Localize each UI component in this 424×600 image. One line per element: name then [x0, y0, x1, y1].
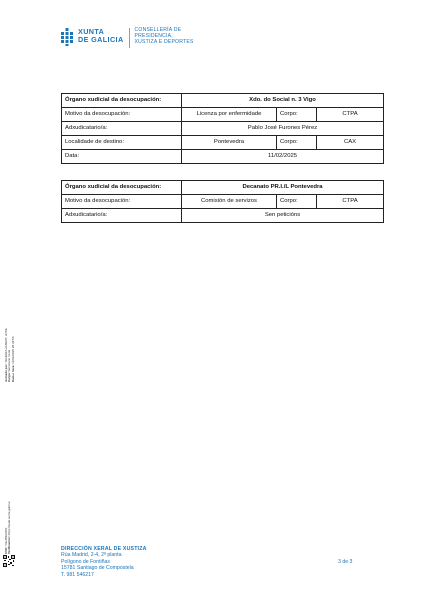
organo-label: Órgano xudicial da desocupación:: [62, 94, 182, 108]
qr-code-icon: [3, 555, 15, 567]
xunta-emblem-icon: [61, 28, 74, 46]
verification-url-line: Verificación: https://sede.xunta.gal/cve: [7, 501, 12, 554]
adxudicatario-value: Sen peticións: [182, 209, 384, 223]
footer-area: Polígono de Fontiñas: [61, 558, 111, 565]
motivo-value: Comisión de servizos: [182, 195, 277, 209]
table-row: [62, 150, 384, 164]
verification-text: [5, 501, 12, 554]
logo-line-2: DE GALICIA: [78, 35, 124, 45]
signed-by-line: Asinado por: TEIJEIRA ALBERT, JOSE: [4, 328, 8, 382]
cvd-line: CVD: YIEJ6fECD51: [4, 527, 8, 554]
footer-address: [61, 546, 147, 578]
localidade-label: Localidade de destino:: [62, 136, 182, 150]
corpo-label: Corpo:: [277, 136, 317, 150]
table-row: [62, 195, 384, 209]
organo-label: Órgano xudicial da desocupación:: [62, 181, 182, 195]
corpo-value: CAX: [317, 136, 384, 150]
table-row: [62, 122, 384, 136]
cargo-line: Cargo: Secretario Xeral: [7, 349, 12, 382]
department-name: [135, 27, 194, 45]
motivo-label: Motivo da desocupación:: [62, 195, 182, 209]
datetime-line: Data e hora: 11/02/2025 20:39:56: [10, 336, 15, 382]
localidade-value: Pontevedra: [182, 136, 277, 150]
adxudicatario-value: Pablo José Furones Pérez: [182, 122, 384, 136]
corpo-label: Corpo:: [277, 108, 317, 122]
dept-line-3: XUSTIZA E DEPORTES: [134, 39, 194, 45]
organo-value: Xdo. do Social n. 3 Vigo: [182, 94, 384, 108]
motivo-value: Licenza por enfermidade: [182, 108, 277, 122]
footer-phone: T. 981 546217: [61, 571, 94, 578]
adxudicatario-label: Adxudicatario/a:: [62, 122, 182, 136]
logo-line-1: XUNTA: [78, 27, 105, 36]
table-row: [62, 94, 384, 108]
corpo-value: CTPA: [317, 195, 384, 209]
table-row: [62, 209, 384, 223]
footer-street: Rúa Madrid, 2-4, 2ª planta: [61, 552, 122, 559]
data-value: 11/02/2025: [182, 150, 384, 164]
table-row: [62, 181, 384, 195]
corpo-value: CTPA: [317, 108, 384, 122]
signature-text: [5, 328, 15, 382]
corpo-label: Corpo:: [277, 195, 317, 209]
page-number: 3 de 3: [338, 559, 353, 565]
vacancy-table-2: [61, 180, 384, 223]
adxudicatario-label: Adxudicatario/a:: [62, 209, 182, 223]
table-row: [62, 108, 384, 122]
table-row: [62, 136, 384, 150]
dept-line-1: CONSELLERÍA DE: [134, 27, 182, 33]
dept-line-2: PRESIDENCIA,: [134, 33, 173, 39]
organo-value: Decanato PR.I./L Pontevedra: [182, 181, 384, 195]
xunta-logo: [61, 27, 194, 48]
footer-city: 15781 Santiago de Compostela: [61, 565, 134, 572]
data-label: Data:: [62, 150, 182, 164]
logo-divider: [129, 28, 130, 48]
motivo-label: Motivo da desocupación:: [62, 108, 182, 122]
footer-org: DIRECCIÓN XERAL DE XUSTIZA: [61, 546, 147, 552]
logo-wordmark: [78, 28, 124, 44]
vacancy-table-1: [61, 93, 384, 164]
